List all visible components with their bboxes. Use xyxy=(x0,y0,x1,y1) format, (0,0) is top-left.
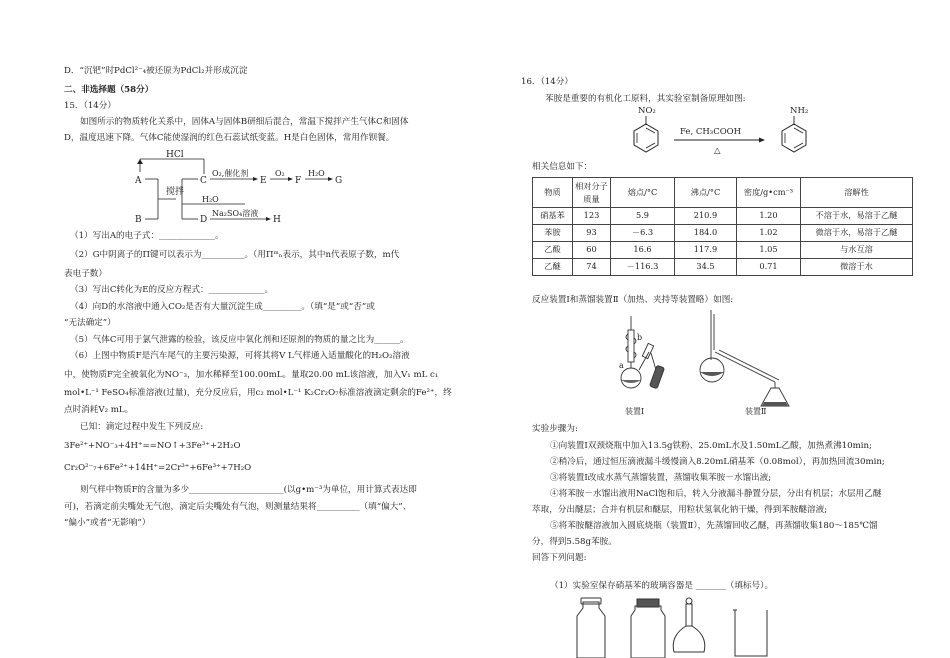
reagent-bottle xyxy=(631,606,665,658)
table-cell: 1.20 xyxy=(737,208,801,225)
equation-2: Cr₂O²⁻₇+6Fe²⁺+14H⁺=2Cr³⁺+6Fe³⁺+7H₂O xyxy=(64,463,252,473)
table-header: 溶解性 xyxy=(801,178,913,208)
diagram-h: H xyxy=(273,215,281,225)
q15-part3: （3）写出C转化为E的反应方程式：_____________。 xyxy=(70,285,274,295)
diagram-e: E xyxy=(260,176,267,186)
diagram-o2-catalyst: O₂,催化剂 xyxy=(212,169,249,178)
table-cell: 5.9 xyxy=(611,208,675,225)
q15-header: 15．（14分） xyxy=(64,101,116,111)
table-cell: 与水互溶 xyxy=(801,242,913,259)
wide-mouth-bottle xyxy=(577,602,605,658)
q15-part6-line7: “偏小”或者“无影响”） xyxy=(64,518,151,528)
table-cell: －6.3 xyxy=(611,225,675,242)
table-cell: 60 xyxy=(573,242,611,259)
table-cell: 123 xyxy=(573,208,611,225)
step-4-line1: ④将苯胺－水馏出液用NaCl饱和后，转入分液漏斗静置分层，分出有机层；水层用乙醚 xyxy=(550,489,882,499)
table-header: 物质 xyxy=(533,178,573,208)
table-cell: 微溶于水 xyxy=(801,259,913,276)
diagram-c: C xyxy=(200,176,207,186)
known-reactions-label: 已知：滴定过程中发生下列反应: xyxy=(80,422,204,432)
q16-intro: 苯胺是重要的有机化工原料，其实验室制备原理如图: xyxy=(545,94,746,104)
diagram-a: A xyxy=(135,176,142,186)
q15-part6-line2: 中，使物质F完全被氧化为NO⁻₃，加水稀释至100.00mL。量取20.00 mL该溶液，加入V₁ mL c₁ xyxy=(64,370,439,380)
diagram-f: F xyxy=(295,176,302,186)
q15-intro-line2: D，温度迅速下降。气体C能使湿润的红色石蕊试纸变蓝。H是白色固体，常用作钡餐。 xyxy=(64,133,395,143)
table-row xyxy=(533,242,913,259)
diagram-h2o: H₂O xyxy=(308,169,325,178)
section-title: 二、非选择题（58分） xyxy=(64,85,154,95)
table-cell: 1.02 xyxy=(737,225,801,242)
properties-table xyxy=(532,177,913,276)
table-cell: 34.5 xyxy=(675,259,737,276)
q16-header: 16．（14分） xyxy=(521,77,573,87)
table-cell: －116.3 xyxy=(611,259,675,276)
diagram-g: G xyxy=(335,176,343,186)
label-b: b xyxy=(637,333,643,342)
label-a: a xyxy=(619,361,624,370)
table-cell: 0.71 xyxy=(737,259,801,276)
table-cell: 1.05 xyxy=(737,242,801,259)
q15-part6-line4: 点时消耗V₂ mL。 xyxy=(64,405,134,415)
table-row xyxy=(533,259,913,276)
equation-1: 3Fe²⁺+NO⁻₃+4H⁺==NO↑+3Fe³⁺+2H₂O xyxy=(64,441,241,451)
table-header: 沸点/°C xyxy=(675,178,737,208)
step-4-line2: 萃取，分出醚层；合并有机层和醚层，用粒状氢氧化钠干燥，得到苯胺醚溶液; xyxy=(532,505,828,515)
nitro-group: NO₂ xyxy=(638,106,656,116)
reagent-label: Fe, CH₃COOH xyxy=(680,127,742,137)
conversion-diagram xyxy=(120,146,360,226)
distillation-flask xyxy=(700,358,724,382)
table-cell: 乙醚 xyxy=(533,259,573,276)
step-2: ②稍冷后，通过恒压滴液漏斗缓慢滴入8.20mL硝基苯（0.08mol），再加热回流30min; xyxy=(550,457,885,467)
table-cell: 74 xyxy=(573,259,611,276)
diagram-o2: O₂ xyxy=(275,169,285,178)
q15-part6-line1: （6）上图中物质F是汽车尾气的主要污染源，可将其将V L气样通入适量酸化的H₂O₂溶液 xyxy=(70,351,410,361)
table-row xyxy=(533,208,913,225)
glassware-options xyxy=(565,596,785,658)
answer-prompt: 回答下列问题: xyxy=(532,553,587,563)
q15-part4-line2: “无法确定”） xyxy=(64,318,116,328)
table-header: 相对分子质量 xyxy=(573,178,611,208)
caption-apparatus-2: 装置Ⅱ xyxy=(745,407,767,416)
step-3: ③将装置Ⅰ改成水蒸气蒸馏装置，蒸馏收集苯胺－水馏出液; xyxy=(550,473,772,483)
option-d: D．“沉钯”时PdCl²⁻₄被还原为PdCl₂并形成沉淀 xyxy=(64,66,248,76)
q15-intro-line1: 如图所示的物质转化关系中，固体A与固体B研细后混合，常温下搅拌产生气体C和固体 xyxy=(80,117,409,127)
q15-part1: （1）写出A的电子式：_____________。 xyxy=(70,231,224,241)
q16-part1: （1）实验室保存硝基苯的玻璃容器是 _______（填标号）。 xyxy=(550,581,774,591)
table-row xyxy=(533,225,913,242)
table-cell: 184.0 xyxy=(675,225,737,242)
table-header: 密度/g•cm⁻³ xyxy=(737,178,801,208)
table-cell: 93 xyxy=(573,225,611,242)
heat-symbol: △ xyxy=(714,146,721,156)
table-header-row xyxy=(533,178,913,208)
diagram-hcl: HCl xyxy=(166,150,184,160)
table-cell: 微溶于水，易溶于乙醚 xyxy=(801,225,913,242)
q15-part5: （5）气体C可用于氯气泄露的检验，该反应中氧化剂和还原剂的物质的量之比为______。 xyxy=(70,335,409,345)
step-5-line2: 分，得到5.58g苯胺。 xyxy=(532,537,617,547)
diagram-d: D xyxy=(200,215,208,225)
table-cell: 210.9 xyxy=(675,208,737,225)
table-cell: 117.9 xyxy=(675,242,737,259)
table-cell: 硝基苯 xyxy=(533,208,573,225)
steps-title: 实验步骤为: xyxy=(532,424,578,434)
q15-part4-line1: （4）向D的水溶液中通入CO₂是否有大量沉淀生成_________。（填“是”或“否”或 xyxy=(70,302,375,312)
volumetric-flask xyxy=(673,626,705,652)
diagram-na2so4: Na₂SO₄溶液 xyxy=(212,209,259,218)
beaker xyxy=(733,610,767,656)
q15-part6-line6: 可)，若滴定前尖嘴处无气泡，滴定后尖嘴处有气泡，则测量结果将__________（填“偏大”、 xyxy=(64,502,412,512)
step-1: ①向装置Ⅰ双颈烧瓶中加入13.5g铁粉、25.0mL水及1.50mL乙酸，加热煮沸10min; xyxy=(550,441,872,451)
apparatus-intro: 反应装置Ⅰ和蒸馏装置Ⅱ（加热、夹持等装置略）如图: xyxy=(532,295,734,305)
diagram-b: B xyxy=(135,215,142,225)
q15-part6-line3: mol•L⁻¹ FeSO₄标准溶液(过量)，充分反应后，用c₂ mol•L⁻¹ K₂Cr₂O₇标准溶液滴定剩余的Fe²⁺，终 xyxy=(64,388,452,398)
reaction-scheme xyxy=(630,104,830,160)
table-cell: 苯胺 xyxy=(533,225,573,242)
amino-group: NH₂ xyxy=(790,106,809,116)
two-neck-flask xyxy=(621,368,641,388)
caption-apparatus-1: 装置Ⅰ xyxy=(625,407,645,416)
q15-part2-line2: 表电子数） xyxy=(64,269,107,279)
table-cell: 不溶于水，易溶于乙醚 xyxy=(801,208,913,225)
table-cell: 乙酸 xyxy=(533,242,573,259)
info-title: 相关信息如下： xyxy=(532,162,593,172)
table-header: 熔点/°C xyxy=(611,178,675,208)
step-5-line1: ⑤将苯胺醚溶液加入圆底烧瓶（装置Ⅱ），先蒸馏回收乙醚，再蒸馏收集180～185℃馏 xyxy=(550,521,878,531)
diagram-stir: 搅拌 xyxy=(166,187,185,197)
apparatus-figure xyxy=(615,308,815,420)
q15-part6-line5: 则气样中物质F的含量为多少______________________(以g•m⁻³为单位，用计算式表达即 xyxy=(80,485,417,495)
table-cell: 16.6 xyxy=(611,242,675,259)
q15-part2-line1: （2）G中阴离子的Π键可以表示为__________。（用Πᵐₙ表示，其中n代表原子数，m代 xyxy=(70,250,400,260)
diagram-h2o-d: H₂O xyxy=(202,195,219,204)
